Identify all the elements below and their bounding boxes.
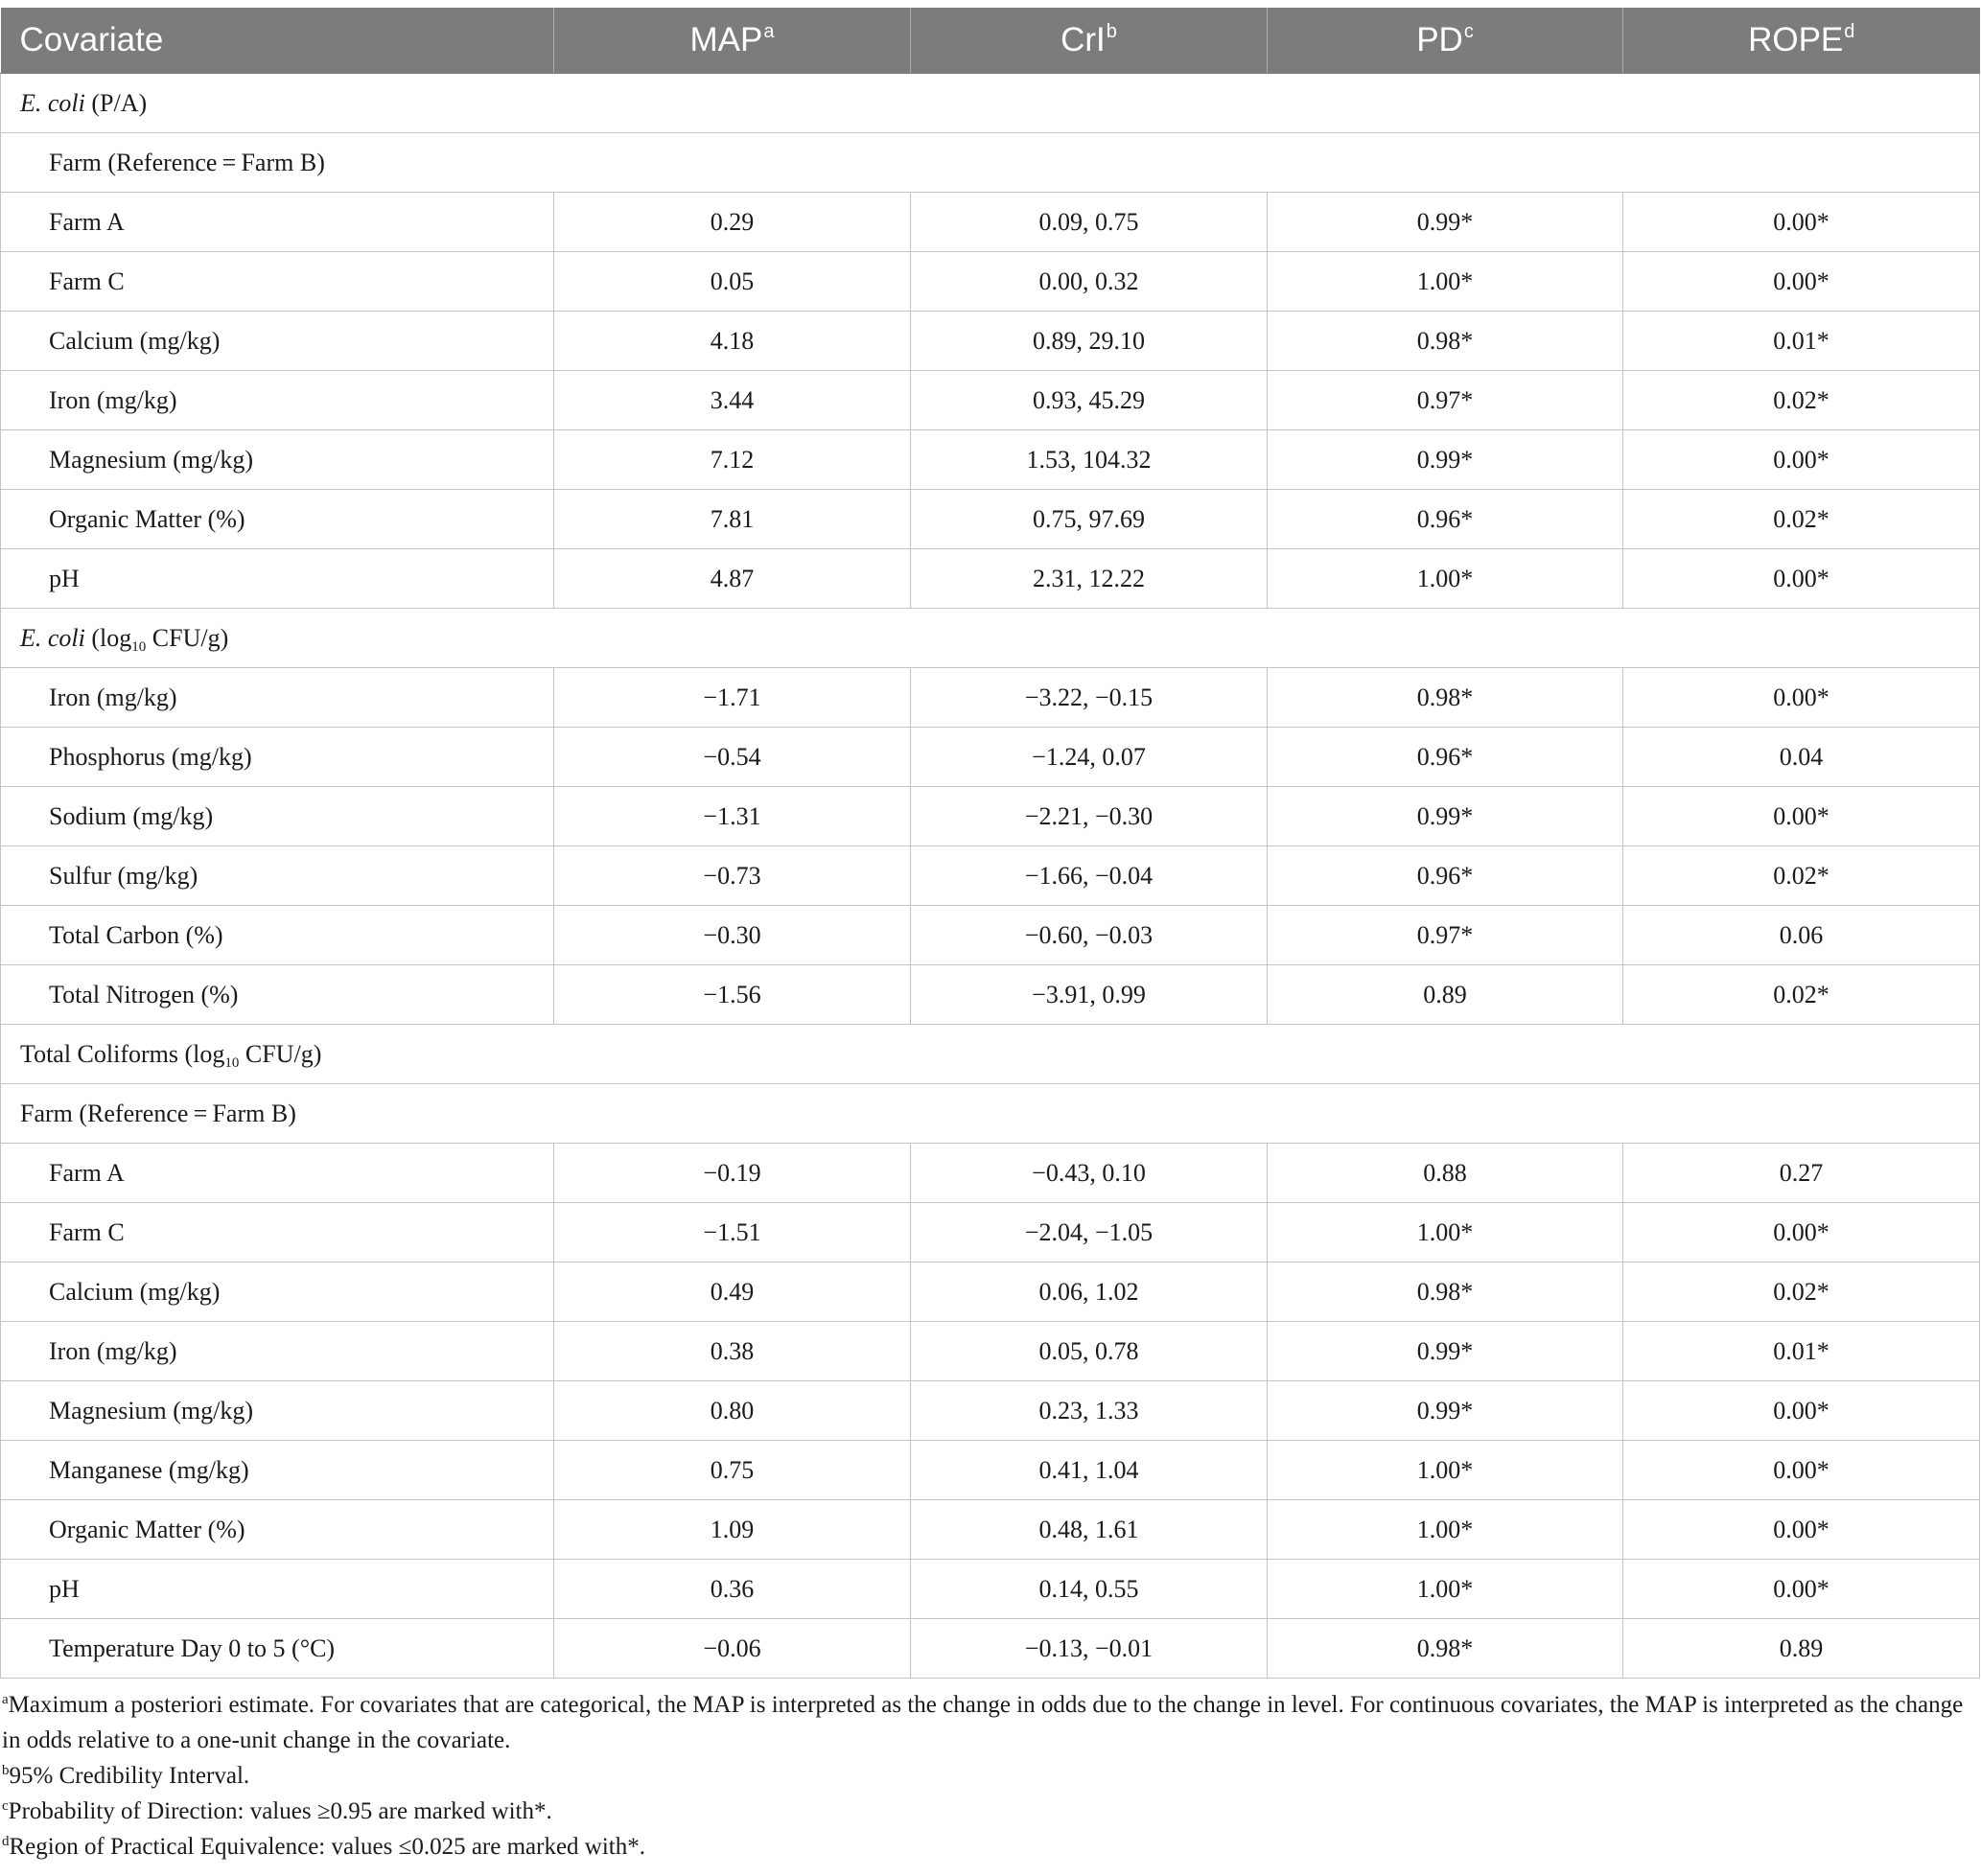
cri-cell: −0.60, −0.03	[911, 906, 1268, 965]
cri-cell: −2.21, −0.30	[911, 787, 1268, 846]
group-row-ecoli-log	[1, 609, 1980, 668]
cri-cell: −0.43, 0.10	[911, 1144, 1268, 1203]
pd-cell: 0.96*	[1268, 846, 1623, 906]
rope-cell: 0.27	[1623, 1144, 1980, 1203]
covariate-cell: Organic Matter (%)	[1, 1500, 554, 1560]
group-row-total-coliforms	[1, 1025, 1980, 1084]
pd-cell: 1.00*	[1268, 1441, 1623, 1500]
group-title: E. coli (log10 CFU/g)	[1, 609, 1980, 668]
table-row	[1, 193, 1980, 252]
subgroup-row-farm	[1, 1084, 1980, 1144]
table-row	[1, 1619, 1980, 1679]
cri-cell: 0.93, 45.29	[911, 371, 1268, 430]
map-cell: −0.54	[554, 728, 911, 787]
cri-cell: −1.24, 0.07	[911, 728, 1268, 787]
table-row	[1, 430, 1980, 490]
table-row	[1, 1500, 1980, 1560]
cri-cell: 0.75, 97.69	[911, 490, 1268, 549]
cri-cell: −3.22, −0.15	[911, 668, 1268, 728]
rope-cell: 0.01*	[1623, 1322, 1980, 1381]
covariate-cell: Temperature Day 0 to 5 (°C)	[1, 1619, 554, 1679]
header-cri: CrI$^b$	[911, 8, 1268, 74]
table-row	[1, 1441, 1980, 1500]
covariate-cell: Phosphorus (mg/kg)	[1, 728, 554, 787]
cri-cell: −2.04, −1.05	[911, 1203, 1268, 1262]
map-cell: 0.80	[554, 1381, 911, 1441]
table-row	[1, 668, 1980, 728]
covariate-cell: Organic Matter (%)	[1, 490, 554, 549]
table-row	[1, 312, 1980, 371]
header-map: MAP$^a$	[554, 8, 911, 74]
rope-cell: 0.04	[1623, 728, 1980, 787]
covariate-cell: Calcium (mg/kg)	[1, 312, 554, 371]
group-title: E. coli (P/A)	[1, 74, 1980, 133]
header-row	[1, 8, 1980, 74]
map-cell: 7.12	[554, 430, 911, 490]
rope-cell: 0.00*	[1623, 252, 1980, 312]
pd-cell: 0.88	[1268, 1144, 1623, 1203]
pd-cell: 0.96*	[1268, 490, 1623, 549]
covariate-cell: Magnesium (mg/kg)	[1, 1381, 554, 1441]
table-row	[1, 846, 1980, 906]
table-row	[1, 1560, 1980, 1619]
cri-cell: 0.09, 0.75	[911, 193, 1268, 252]
rope-cell: 0.00*	[1623, 668, 1980, 728]
rope-cell: 0.00*	[1623, 1203, 1980, 1262]
pd-cell: 1.00*	[1268, 1500, 1623, 1560]
covariate-cell: Sodium (mg/kg)	[1, 787, 554, 846]
pd-cell: 0.98*	[1268, 1262, 1623, 1322]
subgroup-title: Farm (Reference = Farm B)	[1, 1084, 1980, 1144]
map-cell: −1.31	[554, 787, 911, 846]
map-cell: 7.81	[554, 490, 911, 549]
group-row-ecoli-pa	[1, 74, 1980, 133]
rope-cell: 0.00*	[1623, 787, 1980, 846]
rope-cell: 0.02*	[1623, 1262, 1980, 1322]
map-cell: −0.73	[554, 846, 911, 906]
table-row	[1, 1322, 1980, 1381]
table-row	[1, 1262, 1980, 1322]
covariate-cell: Total Carbon (%)	[1, 906, 554, 965]
covariate-cell: Iron (mg/kg)	[1, 371, 554, 430]
covariate-cell: Farm A	[1, 1144, 554, 1203]
covariate-cell: Magnesium (mg/kg)	[1, 430, 554, 490]
table-row	[1, 1144, 1980, 1203]
pd-cell: 0.97*	[1268, 906, 1623, 965]
pd-cell: 0.99*	[1268, 1381, 1623, 1441]
pd-cell: 1.00*	[1268, 549, 1623, 609]
header-pd: $PD^c$	[1268, 8, 1623, 74]
map-cell: −0.06	[554, 1619, 911, 1679]
rope-cell: 0.02*	[1623, 965, 1980, 1025]
map-cell: −1.71	[554, 668, 911, 728]
cri-cell: −1.66, −0.04	[911, 846, 1268, 906]
rope-cell: 0.02*	[1623, 846, 1980, 906]
pd-cell: 0.96*	[1268, 728, 1623, 787]
rope-cell: 0.00*	[1623, 430, 1980, 490]
pd-cell: 1.00*	[1268, 252, 1623, 312]
table-row	[1, 1381, 1980, 1441]
cri-cell: 0.05, 0.78	[911, 1322, 1268, 1381]
footnotes	[2, 1687, 1968, 1864]
group-title: Total Coliforms (log10 CFU/g)	[1, 1025, 1980, 1084]
table-row	[1, 906, 1980, 965]
cri-cell: 0.00, 0.32	[911, 252, 1268, 312]
rope-cell: 0.00*	[1623, 1381, 1980, 1441]
pd-cell: 1.00*	[1268, 1203, 1623, 1262]
map-cell: −1.51	[554, 1203, 911, 1262]
header-covariate: Covariate	[1, 8, 554, 74]
footnote-a: $^a$Maximum a posteriori estimate. For covariates that are categorical, the MAP is interpreted as the change in odds due to the change in level. For continuous covariates, the MAP is interpreted as the change in odds relative to a one-unit change in the covariate.	[2, 1692, 1964, 1753]
cri-cell: 0.06, 1.02	[911, 1262, 1268, 1322]
footnote-b: $^b$95% Credibility Interval.	[2, 1763, 250, 1789]
covariate-table	[0, 8, 1980, 1679]
covariate-cell: pH	[1, 549, 554, 609]
footnote-d: $^d$Region of Practical Equivalence: values ≤0.025 are marked with*.	[2, 1834, 646, 1860]
map-cell: 3.44	[554, 371, 911, 430]
cri-cell: 0.41, 1.04	[911, 1441, 1268, 1500]
rope-cell: 0.00*	[1623, 549, 1980, 609]
rope-cell: 0.00*	[1623, 1560, 1980, 1619]
covariate-cell: Total Nitrogen (%)	[1, 965, 554, 1025]
map-cell: 0.36	[554, 1560, 911, 1619]
footnote-c: $^c$Probability of Direction: values ≥0.95 are marked with*.	[2, 1798, 552, 1824]
pd-cell: 0.97*	[1268, 371, 1623, 430]
pd-cell: 0.99*	[1268, 787, 1623, 846]
map-cell: −1.56	[554, 965, 911, 1025]
cri-cell: −0.13, −0.01	[911, 1619, 1268, 1679]
pd-cell: 0.99*	[1268, 193, 1623, 252]
map-cell: 4.87	[554, 549, 911, 609]
map-cell: 0.75	[554, 1441, 911, 1500]
rope-cell: 0.06	[1623, 906, 1980, 965]
map-cell: 4.18	[554, 312, 911, 371]
covariate-cell: Farm C	[1, 1203, 554, 1262]
covariate-cell: Manganese (mg/kg)	[1, 1441, 554, 1500]
rope-cell: 0.02*	[1623, 371, 1980, 430]
covariate-cell: Iron (mg/kg)	[1, 1322, 554, 1381]
map-cell: 1.09	[554, 1500, 911, 1560]
table-row	[1, 371, 1980, 430]
pd-cell: 0.99*	[1268, 430, 1623, 490]
covariate-cell: pH	[1, 1560, 554, 1619]
pd-cell: 0.89	[1268, 965, 1623, 1025]
table-row	[1, 490, 1980, 549]
map-cell: 0.29	[554, 193, 911, 252]
covariate-cell: Farm C	[1, 252, 554, 312]
cri-cell: 0.23, 1.33	[911, 1381, 1268, 1441]
cri-cell: 1.53, 104.32	[911, 430, 1268, 490]
rope-cell: 0.00*	[1623, 1500, 1980, 1560]
cri-cell: −3.91, 0.99	[911, 965, 1268, 1025]
map-cell: 0.38	[554, 1322, 911, 1381]
table-row	[1, 1203, 1980, 1262]
rope-cell: 0.00*	[1623, 193, 1980, 252]
cri-cell: 2.31, 12.22	[911, 549, 1268, 609]
covariate-cell: Calcium (mg/kg)	[1, 1262, 554, 1322]
covariate-cell: Farm A	[1, 193, 554, 252]
subgroup-title: Farm (Reference = Farm B)	[1, 133, 1980, 193]
rope-cell: 0.00*	[1623, 1441, 1980, 1500]
covariate-cell: Iron (mg/kg)	[1, 668, 554, 728]
map-cell: 0.05	[554, 252, 911, 312]
table-row	[1, 549, 1980, 609]
cri-cell: 0.89, 29.10	[911, 312, 1268, 371]
rope-cell: 0.89	[1623, 1619, 1980, 1679]
cri-cell: 0.14, 0.55	[911, 1560, 1268, 1619]
covariate-cell: Sulfur (mg/kg)	[1, 846, 554, 906]
pd-cell: 0.98*	[1268, 312, 1623, 371]
pd-cell: 0.99*	[1268, 1322, 1623, 1381]
table-row	[1, 728, 1980, 787]
table-row	[1, 787, 1980, 846]
table-row	[1, 965, 1980, 1025]
pd-cell: 0.98*	[1268, 1619, 1623, 1679]
cri-cell: 0.48, 1.61	[911, 1500, 1268, 1560]
pd-cell: 0.98*	[1268, 668, 1623, 728]
rope-cell: 0.01*	[1623, 312, 1980, 371]
header-rope: ROPE$^d$	[1623, 8, 1980, 74]
map-cell: 0.49	[554, 1262, 911, 1322]
map-cell: −0.30	[554, 906, 911, 965]
subgroup-row-farm	[1, 133, 1980, 193]
table-row	[1, 252, 1980, 312]
pd-cell: 1.00*	[1268, 1560, 1623, 1619]
rope-cell: 0.02*	[1623, 490, 1980, 549]
map-cell: −0.19	[554, 1144, 911, 1203]
